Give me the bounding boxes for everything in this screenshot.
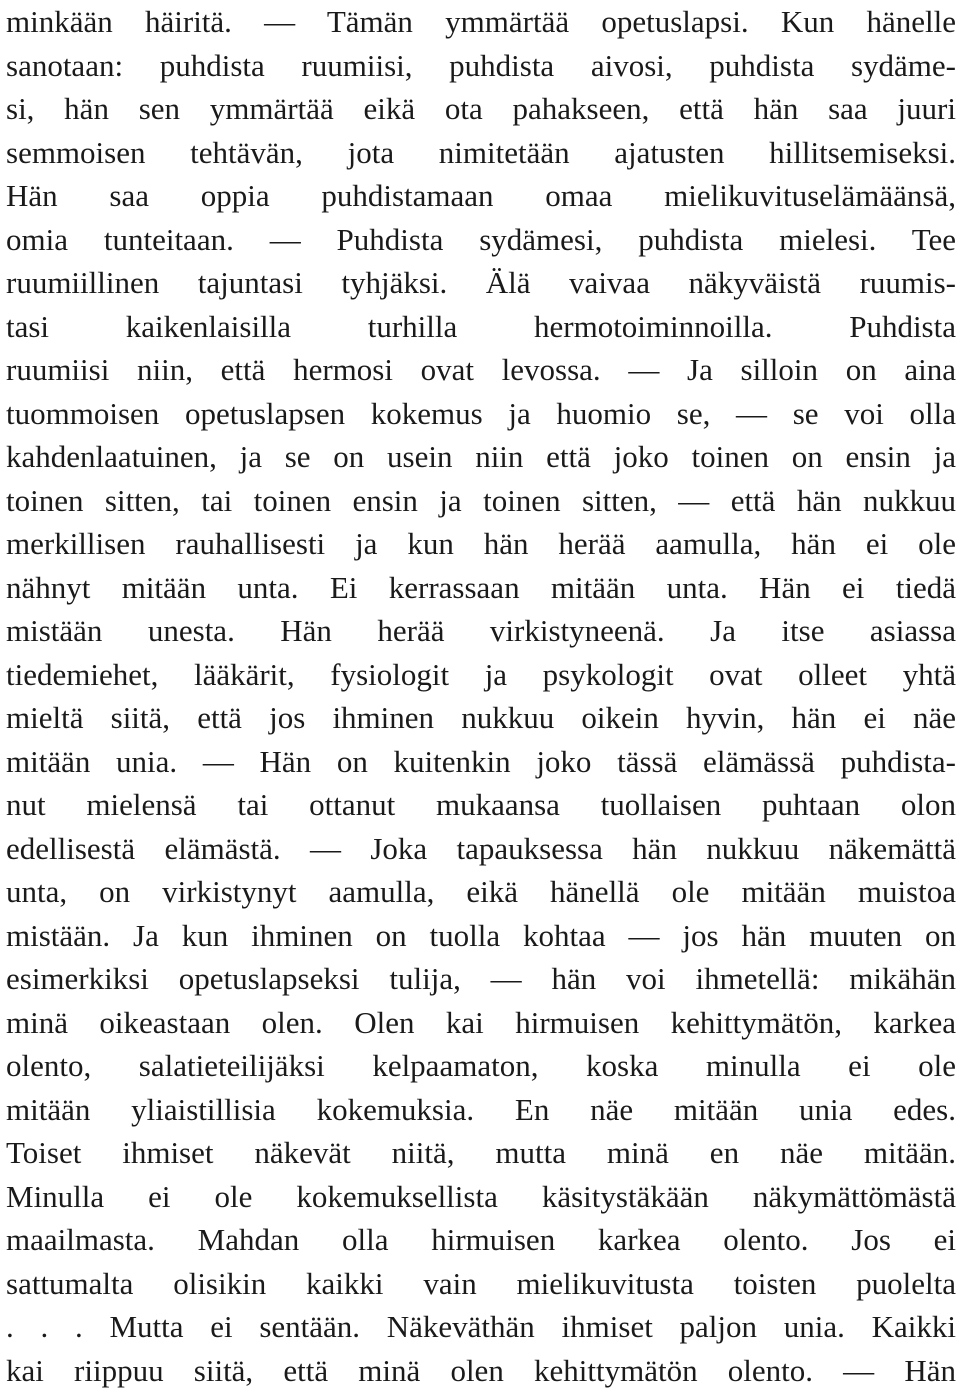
text-line: minä oikeastaan olen. Olen kai hirmuisen kehittymätön, karkea bbox=[6, 1004, 956, 1040]
text-line: nut mielensä tai ottanut mukaansa tuollaisen puhtaan olon bbox=[6, 787, 956, 822]
text-line: mistään unesta. Hän herää virkistyneenä. Ja itse asiassa bbox=[6, 613, 956, 648]
text-line: si, hän sen ymmärtää eikä ota pahakseen, että hän saa juuri bbox=[6, 91, 956, 126]
text-line: olento, salatieteilijäksi kelpaamaton, koska minulla ei ole bbox=[6, 1048, 956, 1083]
text-line: mitään unia. — Hän on kuitenkin joko tässä elämässä puhdista- bbox=[6, 743, 956, 779]
text-line: mitään yliaistillisia kokemuksia. En näe mitään unia edes. bbox=[6, 1091, 956, 1127]
text-line: kahdenlaatuinen, ja se on usein niin että joko toinen on ensin ja bbox=[6, 439, 956, 474]
text-line: Minulla ei ole kokemuksellista käsitystäkään näkymättömästä bbox=[6, 1178, 956, 1214]
text-line: minkään häiritä. — Tämän ymmärtää opetuslapsi. Kun hänelle bbox=[6, 4, 956, 39]
text-line: edellisestä elämästä. — Joka tapauksessa hän nukkuu näkemättä bbox=[6, 830, 956, 866]
text-line: Hän saa oppia puhdistamaan omaa mielikuvituselämäänsä, bbox=[6, 178, 956, 213]
text-line: sanotaan: puhdista ruumiisi, puhdista aivosi, puhdista sydäme- bbox=[6, 47, 956, 83]
text-line: tiedemiehet, lääkärit, fysiologit ja psykologit ovat olleet yhtä bbox=[6, 656, 956, 692]
text-line: omia tunteitaan. — Puhdista sydämesi, puhdista mielesi. Tee bbox=[6, 221, 956, 257]
text-line: tuommoisen opetuslapsen kokemus ja huomio se, — se voi olla bbox=[6, 395, 956, 431]
text-line: . . . Mutta ei sentään. Näkeväthän ihmiset paljon unia. Kaikki bbox=[6, 1309, 956, 1344]
text-line: tasi kaikenlaisilla turhilla hermotoiminnoilla. Puhdista bbox=[6, 308, 956, 344]
text-line: esimerkiksi opetuslapseksi tulija, — hän voi ihmetellä: mikähän bbox=[6, 961, 956, 996]
text-line: nähnyt mitään unta. Ei kerrassaan mitään unta. Hän ei tiedä bbox=[6, 569, 956, 605]
text-line: ruumiisi niin, että hermosi ovat levossa. — Ja silloin on aina bbox=[6, 352, 956, 387]
text-line: toinen sitten, tai toinen ensin ja toinen sitten, — että hän nukkuu bbox=[6, 482, 956, 518]
text-line: ruumiillinen tajuntasi tyhjäksi. Älä vaivaa näkyväistä ruumis- bbox=[6, 265, 956, 300]
text-line: mieltä siitä, että jos ihminen nukkuu oikein hyvin, hän ei näe bbox=[6, 700, 956, 735]
text-line: mistään. Ja kun ihminen on tuolla kohtaa — jos hän muuten on bbox=[6, 917, 956, 953]
text-line: merkillisen rauhallisesti ja kun hän herää aamulla, hän ei ole bbox=[6, 526, 956, 561]
text-line: kai riippuu siitä, että minä olen kehittymätön olento. — Hän bbox=[6, 1352, 956, 1388]
text-line: Toiset ihmiset näkevät niitä, mutta minä en näe mitään. bbox=[6, 1135, 956, 1170]
text-line: sattumalta olisikin kaikki vain mielikuvitusta toisten puolelta bbox=[6, 1265, 956, 1301]
text-line: maailmasta. Mahdan olla hirmuisen karkea olento. Jos ei bbox=[6, 1222, 956, 1257]
text-line: semmoisen tehtävän, jota nimitetään ajatusten hillitsemiseksi. bbox=[6, 134, 956, 170]
text-line: unta, on virkistynyt aamulla, eikä hänellä ole mitään muistoa bbox=[6, 874, 956, 909]
